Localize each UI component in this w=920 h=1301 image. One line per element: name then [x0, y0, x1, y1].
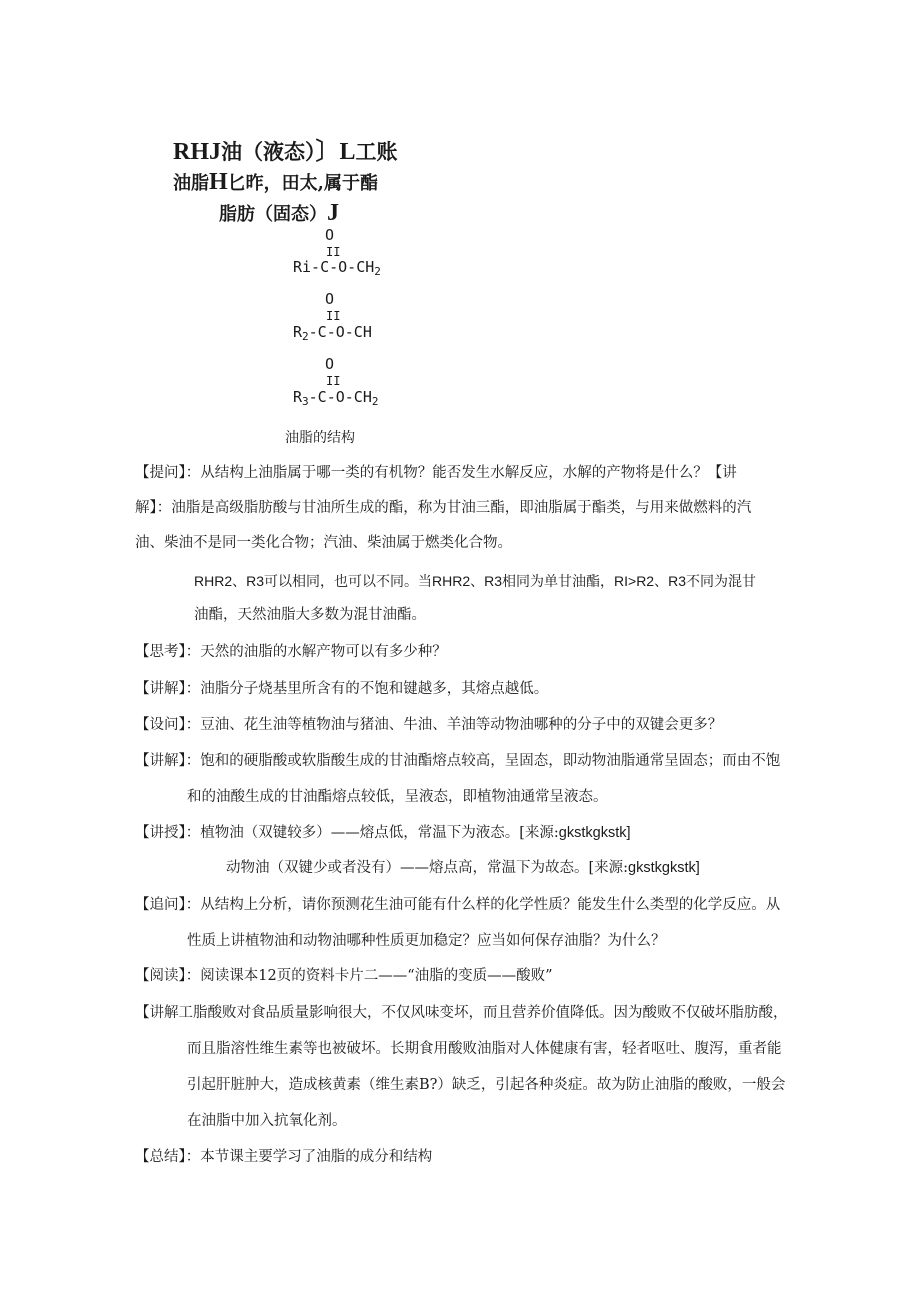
paragraph-teach-cont [226, 858, 700, 878]
paragraph-follow-up-cont: 性质上讲植物油和动物油哪种性质更加稳定？应当如何保存油脂？为什么？ [187, 933, 666, 949]
j-label: J [327, 200, 339, 226]
oil-classification-line-3 [219, 200, 339, 227]
paragraph-explain-1: 解】：油脂是高级脂肪酸与甘油所生成的酯，称为甘油三酯，即油脂属于酯类，与用来做燃料的汽 [135, 500, 752, 516]
paragraph-explain-4-cont-1: 而且脂溶性维生素等也被破坏。长期食用酸败油脂对人体健康有害，轻者呕吐、腹泻，重者能 [187, 1041, 782, 1057]
ester-row-1-text: Ri-C-O-CH [293, 258, 375, 276]
oxygen-1: O [325, 226, 335, 244]
paragraph-explain-4: 【讲解工脂酸败对食品质量影响很大，不仅风味变坏，而且营养价值降低。因为酸败不仅破坏脂肪酸， [135, 1005, 788, 1021]
ester-label: 匕昨，田太,属于酯 [227, 173, 378, 194]
oxygen-3: O [325, 355, 335, 373]
paragraph-ask: 【设问】：豆油、花生油等植物油与猪油、牛油、羊油等动物油哪种的分子中的双键会更多？ [135, 717, 723, 733]
oxygen-2: O [325, 290, 335, 308]
oil-liquid-label: 油（液态） [221, 139, 316, 164]
h-label: H [209, 169, 228, 195]
ester-row-1 [293, 258, 381, 278]
paragraph-explain-3-cont: 和的油酸生成的甘油酯熔点较低，呈液态，即植物油通常呈液态。 [187, 789, 608, 805]
ester-row-2 [293, 323, 372, 343]
ester-row-1-sub: 2 [374, 265, 381, 278]
paragraph-r-groups: RHR2、R3可以相同，也可以不同。当RHR2、R3相同为单甘油酯，RI>R2、R3不同为混甘 [194, 573, 756, 589]
ester-row-2-text: -C-O-CH [308, 323, 372, 341]
paragraph-explain-4-cont-3: 在油脂中加入抗氧化剂。 [187, 1113, 347, 1129]
paragraph-teach [135, 823, 631, 843]
double-bond-2: II [326, 309, 341, 323]
fat-solid-label: 脂肪（固态） [219, 204, 327, 225]
double-bond-3: II [326, 374, 341, 388]
source-tag-1: gkstkgkstk] [558, 825, 631, 841]
oil-classification-line-2 [173, 169, 378, 196]
ester-row-3-r: R [293, 388, 303, 406]
structure-caption: 油脂的结构 [285, 430, 355, 446]
ester-row-3 [293, 388, 379, 408]
ester-row-3-sub: 3 [302, 395, 309, 408]
ester-row-3-text: -C-O-CH [308, 388, 372, 406]
double-bond-1: II [326, 245, 341, 259]
paragraph-explain-4-cont-2: 引起肝脏肿大，造成核黄素（维生素B?）缺乏，引起各种炎症。故为防止油脂的酸败，一般会 [187, 1077, 786, 1093]
paragraph-question: 【提问】：从结构上油脂属于哪一类的有机物？能否发生水解反应，水解的产物将是什么？【讲 [135, 465, 737, 481]
ester-row-2-r: R [293, 323, 303, 341]
ester-row-3-sub2: 2 [371, 395, 379, 408]
bracket-l-label: 〕L [315, 139, 356, 165]
source-tag-2: gkstkgkstk] [628, 860, 700, 876]
paragraph-summary: 【总结】：本节课主要学习了油脂的成分和结构 [135, 1149, 433, 1165]
paragraph-explain-3: 【讲解】：饱和的硬脂酸或软脂酸生成的甘油酯熔点较高，呈固态，即动物油脂通常呈固态；而由不饱 [135, 753, 781, 769]
rhj-label: RHJ [173, 139, 221, 165]
paragraph-r-groups-cont: 油酯，天然油脂大多数为混甘油酯。 [194, 607, 426, 623]
paragraph-read: 【阅读】：阅读课本12页的资料卡片二——“油脂的变质——酸败” [135, 968, 553, 984]
paragraph-teach-text: 【讲授】：植物油（双键较多）——熔点低，常温下为液态。[来源: [135, 825, 559, 841]
oil-classification-line-1 [173, 131, 398, 166]
paragraph-teach-cont-text: 动物油（双键少或者没有）——熔点高，常温下为故态。[来源: [226, 860, 629, 876]
ester-row-2-sub: 2 [302, 330, 309, 343]
paragraph-think: 【思考】：天然的油脂的水解产物可以有多少种？ [135, 644, 447, 660]
paragraph-explain-1-cont: 油、柴油不是同一类化合物；汽油、柴油属于燃类化合物。 [135, 535, 512, 551]
gongzhang-label: 工账 [355, 139, 398, 164]
paragraph-follow-up: 【追问】：从结构上分析，请你预测花生油可能有什么样的化学性质？能发生什么类型的化学反应。从 [135, 897, 781, 913]
paragraph-explain-2: 【讲解】：油脂分子烧基里所含有的不饱和键越多，其熔点越低。 [135, 681, 549, 697]
grease-label: 油脂 [173, 173, 209, 194]
